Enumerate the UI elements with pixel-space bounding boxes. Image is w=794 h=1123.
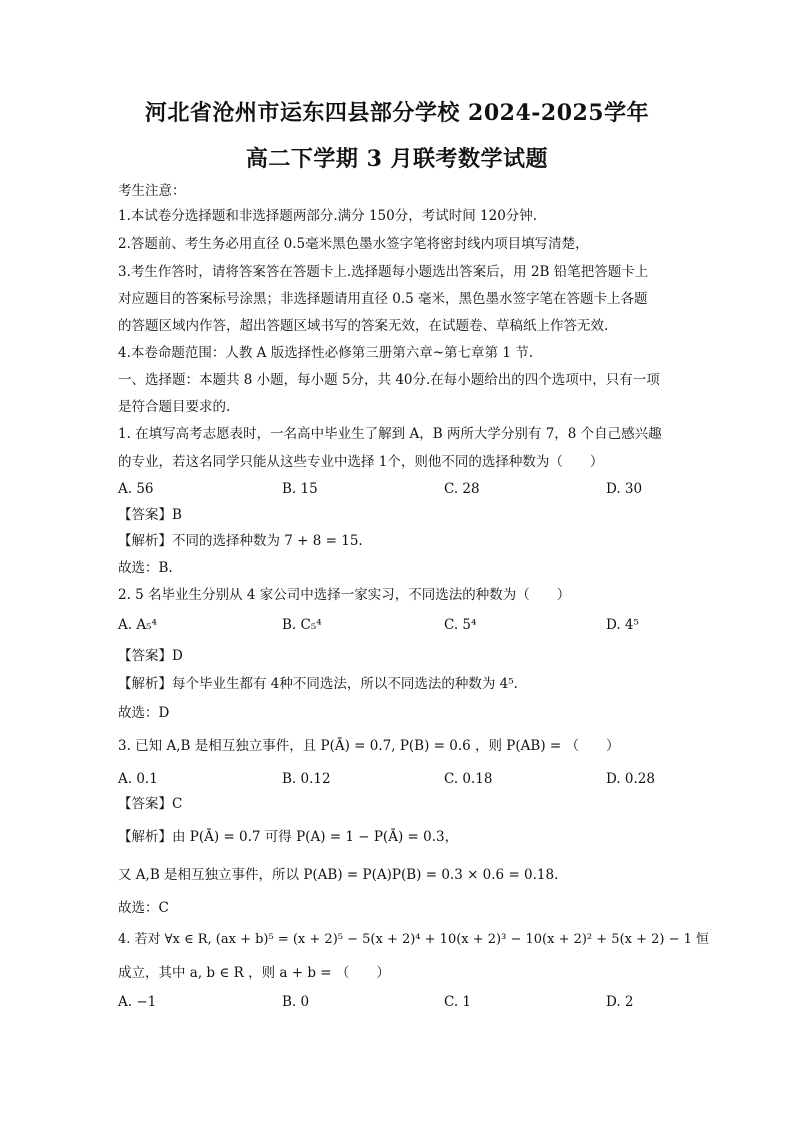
q1-option-b: B. 15 — [282, 481, 318, 497]
q2-text: 2. 5 名毕业生分别从 4 家公司中选择一家实习，不同选法的种数为（ ） — [118, 587, 571, 603]
q1-analysis: 【解析】不同的选择种数为 7 + 8 = 15. — [118, 533, 363, 549]
q3-text: 3. 已知 A,B 是相互独立事件，且 P(Ā) = 0.7, P(B) = 0.6 ，则 P(AB) = （ ） — [118, 738, 620, 754]
notice-item-3b: 对应题目的答案标号涂黑；非选择题请用直径 0.5 毫米，黑色墨水签字笔在答题卡上各题 — [118, 291, 648, 307]
q2-option-b: B. C₅⁴ — [282, 617, 322, 633]
q1-option-c: C. 28 — [444, 481, 480, 497]
q4-text-line1: 4. 若对 ∀x ∈ R, (ax + b)⁵ = (x + 2)⁵ − 5(x + 2)⁴ + 10(x + 2)³ − 10(x + 2)² + 5(x + 2) − 1 恒 — [118, 932, 710, 947]
q1-option-d: D. 30 — [606, 481, 643, 497]
q1-choose: 故选：B. — [118, 560, 173, 576]
notice-item-3a: 3.考生作答时，请将答案答在答题卡上.选择题每小题选出答案后，用 2B 铅笔把答题卡上 — [118, 264, 649, 280]
q3-option-a: A. 0.1 — [118, 771, 158, 787]
q1-text-line1: 1. 在填写高考志愿表时，一名高中毕业生了解到 A，B 两所大学分别有 7，8 个自己感兴趣 — [118, 426, 662, 442]
section-heading-line1: 一、选择题：本题共 8 小题，每小题 5分，共 40分.在每小题给出的四个选项中，只有一项 — [118, 372, 660, 388]
q2-answer: 【答案】D — [118, 648, 183, 664]
q3-analysis-line2: 又 A,B 是相互独立事件，所以 P(AB) = P(A)P(B) = 0.3 × 0.6 = 0.18. — [118, 867, 559, 883]
notice-item-1: 1.本试卷分选择题和非选择题两部分.满分 150分，考试时间 120分钟. — [118, 208, 538, 224]
q4-option-c: C. 1 — [444, 994, 472, 1010]
q3-option-c: C. 0.18 — [444, 771, 493, 787]
q4-option-b: B. 0 — [282, 994, 310, 1010]
exam-title-line1: 河北省沧州市运东四县部分学校 2024-2025学年 — [144, 100, 650, 126]
q3-option-b: B. 0.12 — [282, 771, 331, 787]
q3-answer: 【答案】C — [118, 796, 183, 812]
q4-text-line2: 成立，其中 a, b ∈ R ，则 a + b = （ ） — [118, 965, 390, 981]
section-heading-line2: 是符合题目要求的. — [118, 399, 231, 415]
q1-answer: 【答案】B — [118, 507, 182, 523]
notice-item-3c: 的答题区域内作答，超出答题区域书写的答案无效，在试题卷、草稿纸上作答无效. — [118, 318, 609, 334]
q2-analysis: 【解析】每个毕业生都有 4种不同选法，所以不同选法的种数为 4⁵. — [118, 676, 518, 692]
exam-title-line2: 高二下学期 3 月联考数学试题 — [245, 146, 549, 172]
q2-option-d: D. 4⁵ — [606, 617, 639, 633]
notice-item-2: 2.答题前、考生务必用直径 0.5毫米黑色墨水签字笔将密封线内项目填写清楚， — [118, 236, 589, 252]
q3-analysis-line1: 【解析】由 P(Ā) = 0.7 可得 P(A) = 1 − P(Ā) = 0.3， — [118, 829, 459, 845]
notice-heading: 考生注意： — [118, 183, 186, 199]
q1-text-line2: 的专业，若这名同学只能从这些专业中选择 1个，则他不同的选择种数为（ ） — [118, 454, 604, 470]
q3-choose: 故选：C — [118, 900, 169, 916]
q2-choose: 故选：D — [118, 705, 170, 721]
q2-option-a: A. A₅⁴ — [118, 617, 157, 633]
q3-option-d: D. 0.28 — [606, 771, 655, 787]
q4-option-a: A. −1 — [118, 994, 157, 1010]
q1-option-a: A. 56 — [118, 481, 154, 497]
q2-option-c: C. 5⁴ — [444, 617, 477, 633]
notice-item-4: 4.本卷命题范围：人教 A 版选择性必修第三册第六章~第七章第 1 节. — [118, 345, 533, 361]
q4-option-d: D. 2 — [606, 994, 634, 1010]
